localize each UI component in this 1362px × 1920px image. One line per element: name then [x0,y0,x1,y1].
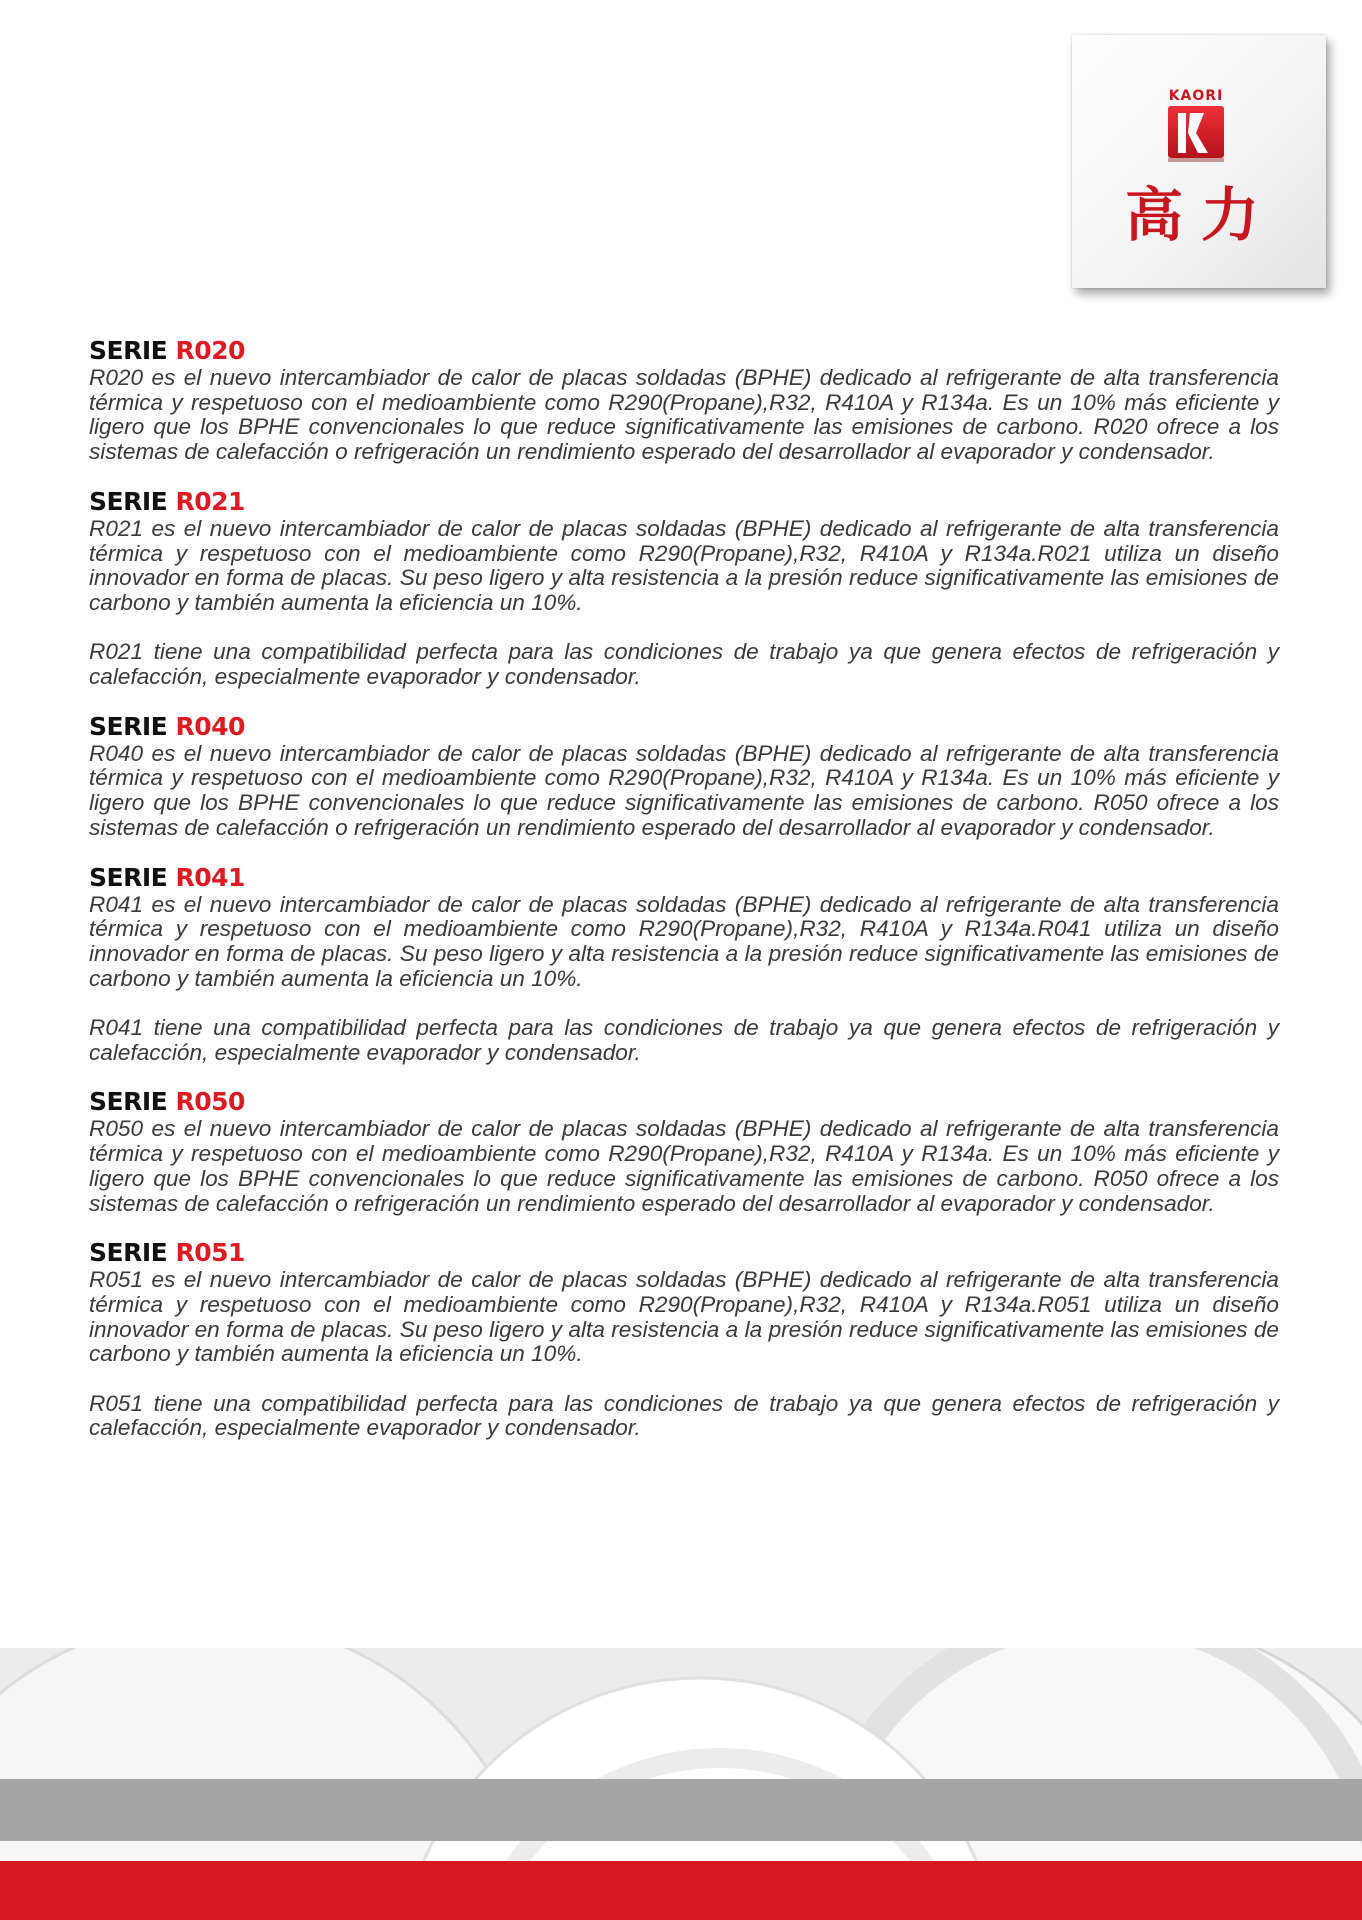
series-list [89,336,1279,1463]
series-description: R050 es el nuevo intercambiador de calor de placas soldadas (BPHE) dedicado al refrigerante de alta transferencia térmica y respetuoso con el medioambiente como R290(Propane),R32, R410A y R134a. Es un 10% más eficiente y ligero que los BPHE convencionales lo que reduce significativamente las emisiones de carbono. R050 ofrece a los sistemas de calefacción o refrigeración un rendimiento esperado del desarrollador al evaporador y condensador. [89,1116,1279,1216]
series-code: R040 [175,711,245,741]
series-code: R021 [175,486,245,516]
series-r050 [89,1087,1279,1216]
series-code: R051 [175,1238,245,1268]
series-heading: SERIE R041 [89,862,245,892]
footer-gray-band [0,1779,1362,1841]
series-code: R020 [175,336,245,365]
series-r051 [89,1238,1279,1441]
series-description: R051 tiene una compatibilidad perfecta para las condiciones de trabajo ya que genera efectos de refrigeración y calefacción, especialmente evaporador y condensador. [89,1390,1279,1441]
series-description: R021 tiene una compatibilidad perfecta para las condiciones de trabajo ya que genera efectos de refrigeración y calefacción, especialmente evaporador y condensador. [89,639,1279,690]
series-description: R021 es el nuevo intercambiador de calor de placas soldadas (BPHE) dedicado al refrigerante de alta transferencia térmica y respetuoso con el medioambiente como R290(Propane),R32, R410A y R134a.R021 utiliza un diseño innovador en forma de placas. Su peso ligero y alta resistencia a la presión reduce significativamente las emisiones de carbono y también aumenta la eficiencia un 10%. [89,515,1279,615]
series-heading: SERIE R050 [89,1087,245,1117]
series-r020 [89,336,1279,465]
series-code: R041 [175,862,245,892]
series-heading: SERIE R020 [89,336,245,365]
series-description: R041 tiene una compatibilidad perfecta para las condiciones de trabajo ya que genera efectos de refrigeración y calefacción, especialmente evaporador y condensador. [89,1015,1279,1065]
footer-red-band [0,1861,1362,1920]
series-heading: SERIE R040 [89,711,245,741]
series-r040 [89,712,1279,841]
series-heading: SERIE R021 [89,486,245,516]
series-r021 [89,487,1279,690]
series-description: R041 es el nuevo intercambiador de calor de placas soldadas (BPHE) dedicado al refrigerante de alta transferencia térmica y respetuoso con el medioambiente como R290(Propane),R32, R410A y R134a.R041 utiliza un diseño innovador en forma de placas. Su peso ligero y alta resistencia a la presión reduce significativamente las emisiones de carbono y también aumenta la eficiencia un 10%. [89,891,1279,991]
series-description: R051 es el nuevo intercambiador de calor de placas soldadas (BPHE) dedicado al refrigerante de alta transferencia térmica y respetuoso con el medioambiente como R290(Propane),R32, R410A y R134a.R051 utiliza un diseño innovador en forma de placas. Su peso ligero y alta resistencia a la presión reduce significativamente las emisiones de carbono y también aumenta la eficiencia un 10%. [89,1267,1279,1367]
series-description: R020 es el nuevo intercambiador de calor de placas soldadas (BPHE) dedicado al refrigerante de alta transferencia térmica y respetuoso con el medioambiente como R290(Propane),R32, R410A y R134a. Es un 10% más eficiente y ligero que los BPHE convencionales lo que reduce significativamente las emisiones de carbono. R020 ofrece a los sistemas de calefacción o refrigeración un rendimiento esperado del desarrollador al evaporador y condensador. [89,365,1279,465]
series-code: R050 [175,1087,245,1117]
series-heading: SERIE R051 [89,1238,245,1268]
kaori-k-emblem [1168,106,1224,162]
logo-chinese-name: 高力 [1124,181,1278,249]
logo-wordmark: KAORI [1168,88,1224,104]
series-r041 [89,863,1279,1066]
series-description: R040 es el nuevo intercambiador de calor de placas soldadas (BPHE) dedicado al refrigerante de alta transferencia térmica y respetuoso con el medioambiente como R290(Propane),R32, R410A y R134a. Es un 10% más eficiente y ligero que los BPHE convencionales lo que reduce significativamente las emisiones de carbono. R050 ofrece a los sistemas de calefacción o refrigeración un rendimiento esperado del desarrollador al evaporador y condensador. [89,740,1279,840]
company-logo [1072,35,1326,288]
